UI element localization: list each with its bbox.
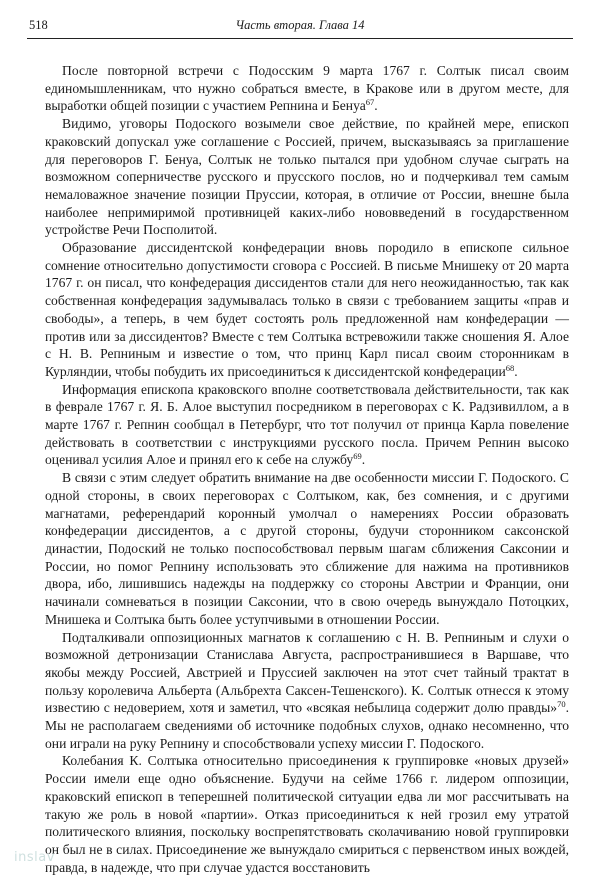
paragraph: Информация епископа краковского вполне соответствовала действительности, так как в феврале 1767 г. Я. Б. Алое выступил посредником в переговорах с К. Радзивиллом, а в марте 1767 г. Репнин сообщал в Петербург, что тот получил от принца Карла повеление действовать в соответствии с инструкциями русского посла. Причем Репнин высоко оценивал усилия Алое и принял его к себе на службу$^{69}$. <box>45 381 569 468</box>
watermark: inslav <box>14 850 55 865</box>
paragraph: Видимо, уговоры Подоского возымели свое действие, по крайней мере, епископ краковский допускал уже соглашение с Россией, причем, высказываясь за приглашение для переговоров Г. Бенуа, Солтык не только пытался при удобном случае сыграть на возможном соперничестве русского и прусского послов, но и подчеркивал тем самым немаловажное значение позиции Пруссии, которая, в отличие от России, внешне была наиболее непримиримой противницей каких-либо нововведений в государственном устройстве Речи Посполитой. <box>45 116 569 238</box>
paragraph: В связи с этим следует обратить внимание на две особенности миссии Г. Подоского. С одной стороны, в своих переговорах с Солтыком, как, без сомнения, и с другими магнатами, референдарий коронный умолчал о намерениях России образовать конфедерации диссидентов, а с другой стороны, будучи сторонником саксонской династии, Подоский не только поспособствовал первым шагам сближения Саксонии и России, но помог Репнину использовать это сближение для нажима на противников двора, ибо, лишившись надежды на поддержку со стороны Австрии и Франции, они начинали сомневаться в позиции Саксонии, что в свою очередь вынуждало Потоцких, Мнишека и Солтыка быть более уступчивыми в отношении России. <box>45 470 569 627</box>
paragraph: Колебания К. Солтыка относительно присоединения к группировке «новых друзей» России имели еще одно объяснение. Будучи на сейме 1766 г. лидером оппозиции, краковский епископ в теперешней политической ситуации едва ли мог рассчитывать на такую же роль в новой «партии». Отказ присоединиться к ней грозил ему утратой политического влияния, поскольку воспрепятствовать сколачиванию новой группировки он был не в силах. Присоединение же вынуждало смириться с первенством иных вождей, правда, в надежде, что при случае удастся восстановить <box>45 753 569 875</box>
running-header <box>27 10 573 39</box>
page-number: 518 <box>29 18 48 32</box>
paragraph: После повторной встречи с Подосским 9 марта 1767 г. Солтык писал своим единомышленникам, что нужно собраться вместе, в Кракове или в другом месте, для выработки общей позиции с участием Репнина и Бенуа$^{67}$. <box>45 63 569 114</box>
body-text <box>45 62 569 876</box>
paragraph: Образование диссидентской конфедерации вновь породило в епископе сильное сомнение относительно допустимости сговора с Россией. В письме Мнишеку от 20 марта 1767 г. он писал, что конфедерация диссидентов стали для него неожиданностью, так как собственная конфедерация задумывалась только в связи с требованием защиты «прав и свободы», а теперь, в чем будет состоять роль предложенной нам конфедерации — против или за диссидентов? Вместе с тем Солтыка встревожили также сношения Я. Алое с Н. В. Репниным и известие о том, что принц Карл писал своим сторонникам в Курляндии, чтобы побудить их присоединиться к диссидентской конфедерации$^{68}$. <box>45 240 569 379</box>
footnote-ref[interactable]: 70 <box>557 699 566 710</box>
running-title: Часть вторая. Глава 14 <box>235 18 365 32</box>
footnote-ref[interactable]: 69 <box>353 451 362 462</box>
footnote-ref[interactable]: 68 <box>505 362 515 373</box>
paragraph: Подталкивали оппозиционных магнатов к соглашению с Н. В. Репниным и слухи о возможной детронизации Станислава Августа, распространившиеся в Варшаве, что якобы между Россией, Австрией и Пруссией заключен на этот счет тайный трактат в пользу королевича Альберта (Альбрехта Саксен-Тешенского). К. Солтык отнесся к этому известию с недоверием, хотя и заметил, что «всякая небылица содержит долю правды»$^{70}$. Мы не располагаем сведениями об источнике подобных слухов, однако несомненно, что они играли на руку Репнину и способствовали успеху миссии Г. Подоского. <box>45 629 569 751</box>
footnote-ref[interactable]: 67 <box>365 97 375 108</box>
